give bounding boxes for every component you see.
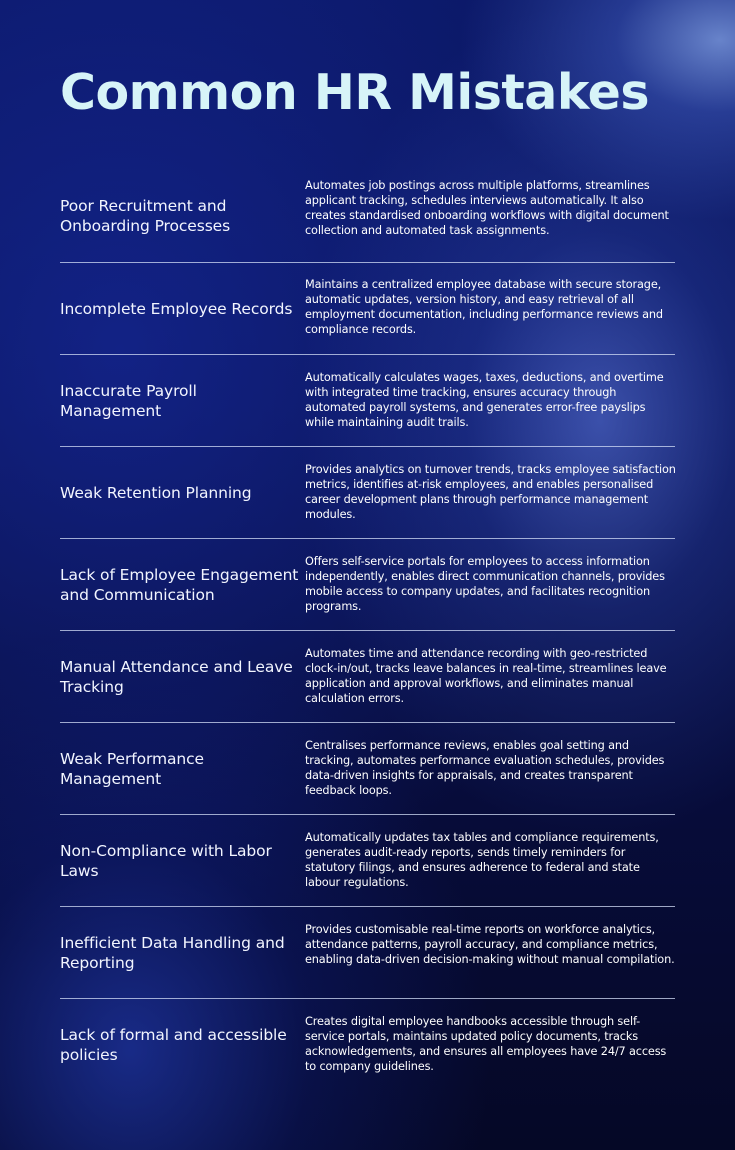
list-item [60, 722, 675, 814]
mistake-title: Poor Recruitment and Onboarding Processes [60, 197, 231, 235]
mistake-title: Inaccurate Payroll Management [60, 381, 197, 420]
list-item [60, 354, 675, 446]
solution-text: Creates digital employee handbooks accessible through self-service portals, maintains updated policy documents, tracks acknowledgements, and ensures all employees have 24/7 access to company guidelines. [305, 1015, 667, 1073]
mistake-title: Weak Retention Planning [60, 483, 252, 502]
mistake-title: Non-Compliance with Labor Laws [60, 841, 272, 880]
list-item [60, 446, 675, 538]
mistake-title: Lack of formal and accessible policies [60, 1025, 287, 1064]
solution-text: Automates job postings across multiple platforms, streamlines applicant tracking, schedules interviews automatically. It also creates standardised onboarding workflows with digital document collection and automated task assignments. [305, 179, 669, 237]
list-item [60, 906, 675, 998]
solution-text: Offers self-service portals for employees to access information independently, enables direct communication channels, provides mobile access to company updates, and facilitates recognition programs. [305, 555, 665, 613]
solution-text: Provides customisable real-time reports on workforce analytics, attendance patterns, payroll accuracy, and compliance metrics, enabling data-driven decision-making without manual compilation. [305, 923, 675, 966]
list-item [60, 998, 675, 1090]
list-item [60, 630, 675, 722]
solution-text: Maintains a centralized employee database with secure storage, automatic updates, version history, and easy retrieval of all employment documentation, including performance reviews and compliance records. [305, 278, 663, 336]
solution-text: Provides analytics on turnover trends, tracks employee satisfaction metrics, identifies at-risk employees, and enables personalised career development plans through performance management modules. [305, 463, 676, 521]
mistake-title: Weak Performance Management [60, 749, 204, 788]
mistake-title: Manual Attendance and Leave Tracking [60, 657, 293, 696]
solution-text: Automatically updates tax tables and compliance requirements, generates audit-ready reports, sends timely reminders for statutory filings, and ensures adherence to federal and state labour regulations. [305, 831, 659, 889]
list-item [60, 262, 675, 354]
page-title: Common HR Mistakes [60, 64, 650, 121]
solution-text: Automatically calculates wages, taxes, deductions, and overtime with integrated time tracking, ensures accuracy through automated payroll systems, and generates error-free payslips while maintaining audit trails. [305, 371, 664, 429]
list-item [60, 170, 675, 262]
list-item [60, 814, 675, 906]
mistake-title: Lack of Employee Engagement and Communication [60, 565, 299, 604]
mistakes-list [60, 170, 675, 1090]
solution-text: Automates time and attendance recording with geo-restricted clock-in/out, tracks leave balances in real-time, streamlines leave application and approval workflows, and eliminates manual calculation errors. [305, 647, 667, 705]
solution-text: Centralises performance reviews, enables goal setting and tracking, automates performance evaluation schedules, provides data-driven insights for appraisals, and creates transparent feedback loops. [305, 739, 665, 797]
mistake-title: Inefficient Data Handling and Reporting [60, 933, 285, 972]
list-item [60, 538, 675, 630]
mistake-title: Incomplete Employee Records [60, 299, 293, 318]
